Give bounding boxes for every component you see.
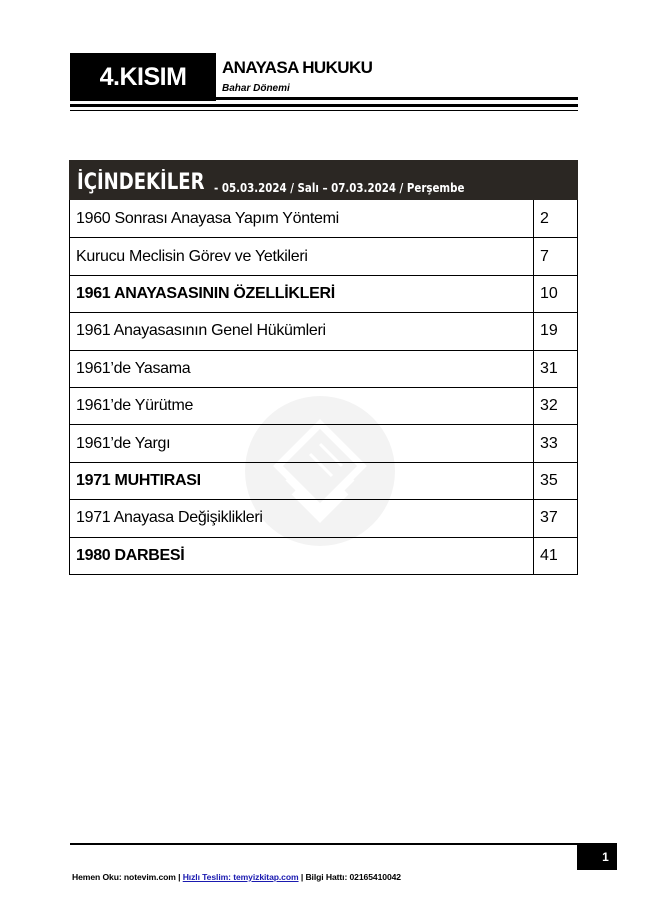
toc-row[interactable] (70, 200, 577, 237)
semester-label: Bahar Dönemi (222, 83, 290, 94)
header-rule-middle (70, 104, 578, 107)
toc-row-page: 41 (540, 546, 558, 564)
toc-row-page: 7 (540, 247, 549, 265)
toc-row[interactable] (70, 312, 577, 349)
table-of-contents (69, 160, 578, 575)
toc-row-page: 31 (540, 359, 558, 377)
toc-row-title: 1980 DARBESİ (70, 538, 534, 574)
toc-row-title: 1960 Sonrası Anayasa Yapım Yöntemi (70, 200, 534, 237)
footer-read-label: Hemen Oku: notevim.com (72, 872, 176, 882)
toc-row[interactable] (70, 537, 577, 574)
toc-heading-bar (69, 160, 578, 200)
course-title: ANAYASA HUKUKU (222, 58, 373, 77)
toc-row-title: 1971 Anayasa Değişiklikleri (70, 500, 534, 536)
toc-row-title: 1961 Anayasasının Genel Hükümleri (70, 313, 534, 349)
toc-row[interactable] (70, 275, 577, 312)
footer-separator: | (298, 872, 306, 882)
toc-row-title: 1961’de Yargı (70, 425, 534, 461)
footer-delivery-link[interactable]: Hızlı Teslim: temyizkitap.com (182, 872, 299, 882)
toc-row-title: 1961’de Yasama (70, 351, 534, 387)
toc-date-range: - 05.03.2024 / Salı – 07.03.2024 / Perşembe (214, 180, 465, 195)
toc-heading: İÇİNDEKİLER (77, 170, 205, 195)
toc-row-page: 19 (540, 322, 558, 340)
toc-row-page: 33 (540, 434, 558, 452)
part-label: 4.KISIM (70, 53, 216, 101)
toc-row-page: 32 (540, 397, 558, 415)
toc-row-page: 37 (540, 509, 558, 527)
header-rule-bottom (70, 110, 578, 111)
header-rule-top (216, 97, 578, 100)
toc-row-title: 1961’de Yürütme (70, 388, 534, 424)
page-number: 1 (577, 843, 617, 870)
toc-row[interactable] (70, 499, 577, 536)
toc-row[interactable] (70, 350, 577, 387)
toc-row-title: 1961 ANAYASASININ ÖZELLİKLERİ (70, 276, 534, 312)
toc-row[interactable] (70, 237, 577, 274)
toc-row-title: 1971 MUHTIRASI (70, 463, 534, 499)
toc-rows (69, 200, 578, 575)
toc-row[interactable] (70, 424, 577, 461)
footer-hotline: Bilgi Hattı: 02165410042 (305, 872, 401, 882)
toc-row-page: 2 (540, 209, 549, 227)
toc-row-page: 35 (540, 471, 558, 489)
toc-row[interactable] (70, 387, 577, 424)
toc-row[interactable] (70, 462, 577, 499)
toc-row-title: Kurucu Meclisin Görev ve Yetkileri (70, 238, 534, 274)
footer-separator: | (175, 872, 183, 882)
footer-rule (70, 843, 578, 845)
toc-row-page: 10 (540, 284, 558, 302)
footer-text (72, 872, 401, 882)
